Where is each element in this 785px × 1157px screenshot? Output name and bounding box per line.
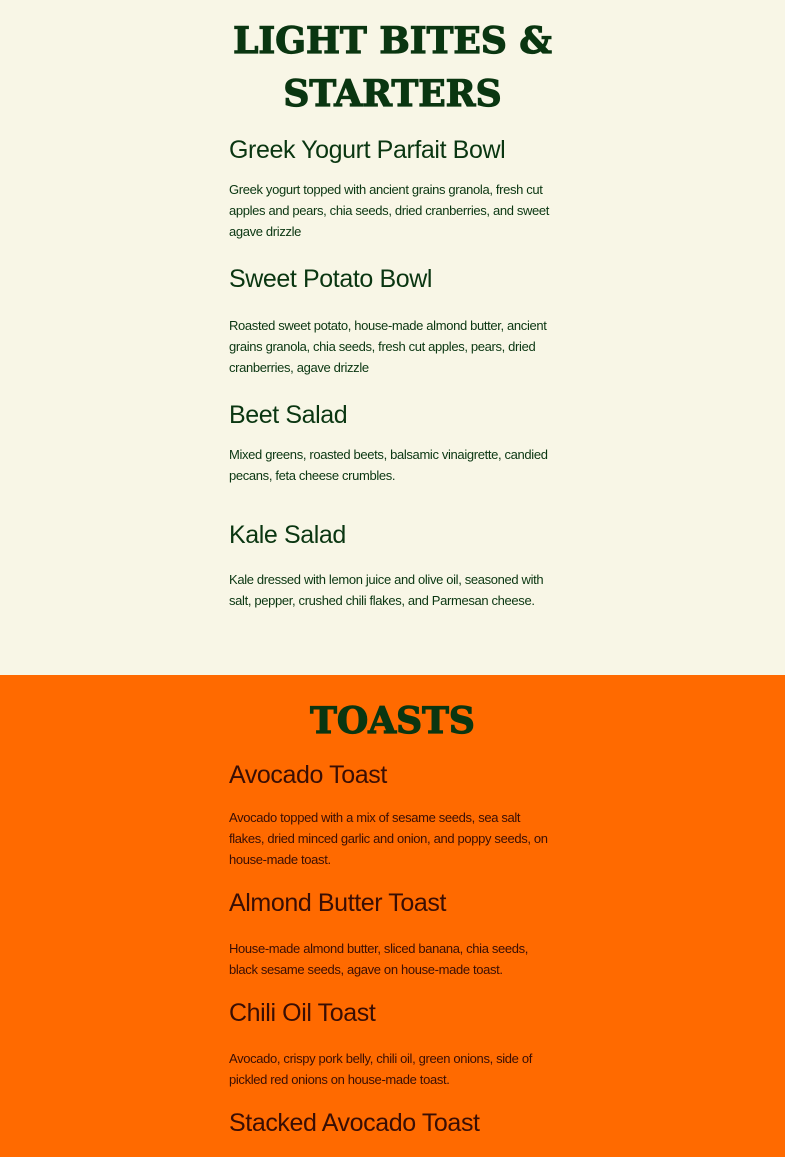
light-bites-heading <box>0 15 785 121</box>
toasts-section <box>0 675 785 1157</box>
menu-item-title: Stacked Avocado Toast <box>229 1109 480 1137</box>
menu-item-description: Kale dressed with lemon juice and olive oil, seasoned with salt, pepper, crushed chili flakes, and Parmesan cheese. <box>229 572 544 608</box>
menu-item-description: Avocado, crispy pork belly, chili oil, green onions, side of pickled red onions on house-made toast. <box>229 1051 532 1087</box>
menu-item-title: Sweet Potato Bowl <box>229 265 433 293</box>
menu-item-title: Chili Oil Toast <box>229 999 376 1027</box>
menu-item-title: Kale Salad <box>229 521 346 549</box>
menu-item-description: Roasted sweet potato, house-made almond butter, ancient grains granola, chia seeds, fresh cut apples, pears, dried cranberries, agave drizzle <box>229 318 547 375</box>
menu-item-title: Avocado Toast <box>229 761 387 789</box>
menu-item-title: Greek Yogurt Parfait Bowl <box>229 136 506 164</box>
light-bites-heading-line2: STARTERS <box>283 73 502 115</box>
menu-item-title: Beet Salad <box>229 401 348 429</box>
toasts-heading: TOASTS <box>310 700 475 742</box>
menu-item-title: Almond Butter Toast <box>229 889 447 917</box>
menu-item-description: House-made almond butter, sliced banana, chia seeds, black sesame seeds, agave on house-made toast. <box>229 941 529 977</box>
menu-item-description: Avocado topped with a mix of sesame seeds, sea salt flakes, dried minced garlic and onion, and poppy seeds, on house-made toast. <box>229 810 548 867</box>
menu-item-description: Mixed greens, roasted beets, balsamic vinaigrette, candied pecans, feta cheese crumbles. <box>229 447 548 483</box>
light-bites-heading-line1: LIGHT BITES & <box>233 20 552 62</box>
menu-item-description: Greek yogurt topped with ancient grains granola, fresh cut apples and pears, chia seeds, dried cranberries, and sweet agave drizzle <box>229 182 550 239</box>
